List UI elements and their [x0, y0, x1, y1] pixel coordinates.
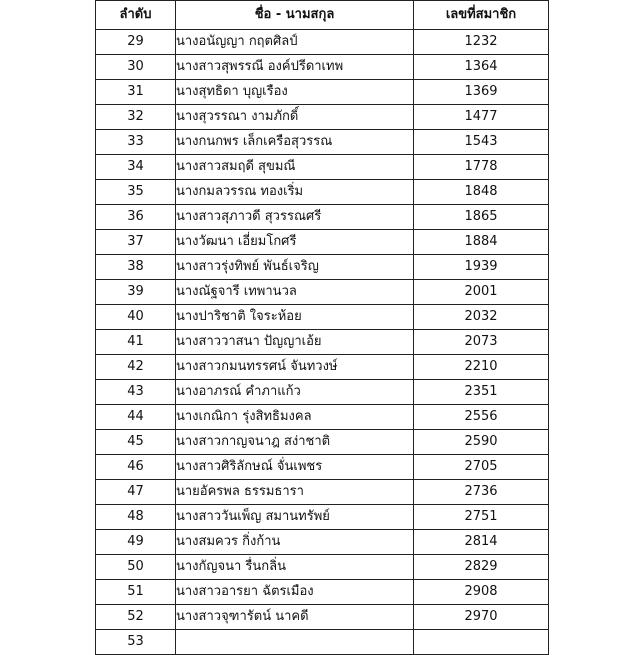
row-member-number: 1939 [414, 255, 549, 280]
row-name: นางเกณิกา รุ่งสิทธิมงคล [176, 405, 414, 430]
row-name: นางสุวรรณา งามภักดิ์ [176, 105, 414, 130]
row-member-number: 2814 [414, 530, 549, 555]
row-number: 36 [96, 205, 176, 230]
table-row [96, 455, 549, 480]
row-number: 40 [96, 305, 176, 330]
row-name: นางณัฐจารี เทพานวล [176, 280, 414, 305]
row-member-number: 1865 [414, 205, 549, 230]
row-member-number: 1369 [414, 80, 549, 105]
row-member-number: 1778 [414, 155, 549, 180]
row-member-number: 1884 [414, 230, 549, 255]
table-row [96, 605, 549, 630]
row-member-number: 2351 [414, 380, 549, 405]
row-number: 46 [96, 455, 176, 480]
row-name: นางกัญจนา รื่นกลิ่น [176, 555, 414, 580]
row-name: นางกมลวรรณ ทองเริ่ม [176, 180, 414, 205]
row-name: นางสาววาสนา ปัญญาเอ้ย [176, 330, 414, 355]
header-no: ลำดับ [96, 1, 176, 30]
table-body [96, 30, 549, 655]
row-name: นางสาวอารยา ฉัตรเมือง [176, 580, 414, 605]
row-number: 44 [96, 405, 176, 430]
row-number: 41 [96, 330, 176, 355]
row-member-number: 2590 [414, 430, 549, 455]
row-number: 29 [96, 30, 176, 55]
row-name: นางสาวสุพรรณี องค์ปรีดาเทพ [176, 55, 414, 80]
row-member-number: 1477 [414, 105, 549, 130]
row-member-number [414, 630, 549, 655]
member-table [95, 0, 549, 655]
table-row [96, 280, 549, 305]
table-row [96, 80, 549, 105]
row-name: นางอนัญญา กฤตศิลป์ [176, 30, 414, 55]
table-row [96, 205, 549, 230]
row-name: นางสาวศิริลักษณ์ จั่นเพชร [176, 455, 414, 480]
row-member-number: 2210 [414, 355, 549, 380]
row-number: 33 [96, 130, 176, 155]
table-row [96, 105, 549, 130]
row-member-number: 1232 [414, 30, 549, 55]
table-row [96, 555, 549, 580]
table-row [96, 305, 549, 330]
table-row [96, 580, 549, 605]
row-number: 30 [96, 55, 176, 80]
row-number: 45 [96, 430, 176, 455]
table-row [96, 630, 549, 655]
table-header-row [96, 1, 549, 30]
table-row [96, 230, 549, 255]
table-row [96, 405, 549, 430]
header-member-number: เลขที่สมาชิก [414, 1, 549, 30]
table-row [96, 530, 549, 555]
row-member-number: 2073 [414, 330, 549, 355]
row-name: นางสาวสมฤดี สุขมณี [176, 155, 414, 180]
row-number: 39 [96, 280, 176, 305]
header-name: ชื่อ - นามสกุล [176, 1, 414, 30]
row-number: 52 [96, 605, 176, 630]
table-row [96, 55, 549, 80]
row-name: นางสาวสุภาวดี สุวรรณศรี [176, 205, 414, 230]
table-row [96, 255, 549, 280]
row-number: 42 [96, 355, 176, 380]
row-name: นางสาวจุฑารัตน์ นาคดี [176, 605, 414, 630]
table-row [96, 130, 549, 155]
row-number: 48 [96, 505, 176, 530]
row-number: 47 [96, 480, 176, 505]
row-name: นางปาริชาติ ใจระห้อย [176, 305, 414, 330]
row-number: 35 [96, 180, 176, 205]
row-name [176, 630, 414, 655]
row-member-number: 2751 [414, 505, 549, 530]
row-number: 49 [96, 530, 176, 555]
row-number: 38 [96, 255, 176, 280]
table-row [96, 30, 549, 55]
row-member-number: 2736 [414, 480, 549, 505]
row-member-number: 2970 [414, 605, 549, 630]
row-member-number: 2001 [414, 280, 549, 305]
row-number: 34 [96, 155, 176, 180]
row-name: นางสมควร กิ่งก้าน [176, 530, 414, 555]
row-number: 53 [96, 630, 176, 655]
row-member-number: 2032 [414, 305, 549, 330]
row-number: 37 [96, 230, 176, 255]
table-row [96, 505, 549, 530]
row-number: 50 [96, 555, 176, 580]
row-name: นางสาวรุ่งทิพย์ พันธ์เจริญ [176, 255, 414, 280]
row-name: นายอัครพล ธรรมธารา [176, 480, 414, 505]
row-name: นางกนกพร เล็กเครือสุวรรณ [176, 130, 414, 155]
row-name: นางสุทธิดา บุญเรือง [176, 80, 414, 105]
table-row [96, 380, 549, 405]
table-row [96, 430, 549, 455]
row-number: 43 [96, 380, 176, 405]
row-name: นางสาวกาญจนาฎ สง่าชาติ [176, 430, 414, 455]
row-member-number: 1848 [414, 180, 549, 205]
row-name: นางสาวกมนทรรศน์ จันทวงษ์ [176, 355, 414, 380]
row-member-number: 1543 [414, 130, 549, 155]
row-number: 32 [96, 105, 176, 130]
row-member-number: 2829 [414, 555, 549, 580]
row-member-number: 2908 [414, 580, 549, 605]
table-row [96, 480, 549, 505]
table-row [96, 155, 549, 180]
row-name: นางสาววันเพ็ญ สมานทรัพย์ [176, 505, 414, 530]
table-row [96, 180, 549, 205]
row-name: นางวัฒนา เอี่ยมโกศรี [176, 230, 414, 255]
row-number: 51 [96, 580, 176, 605]
row-member-number: 2556 [414, 405, 549, 430]
table-row [96, 355, 549, 380]
row-member-number: 1364 [414, 55, 549, 80]
row-number: 31 [96, 80, 176, 105]
table-row [96, 330, 549, 355]
row-name: นางอาภรณ์ คำภาแก้ว [176, 380, 414, 405]
row-member-number: 2705 [414, 455, 549, 480]
